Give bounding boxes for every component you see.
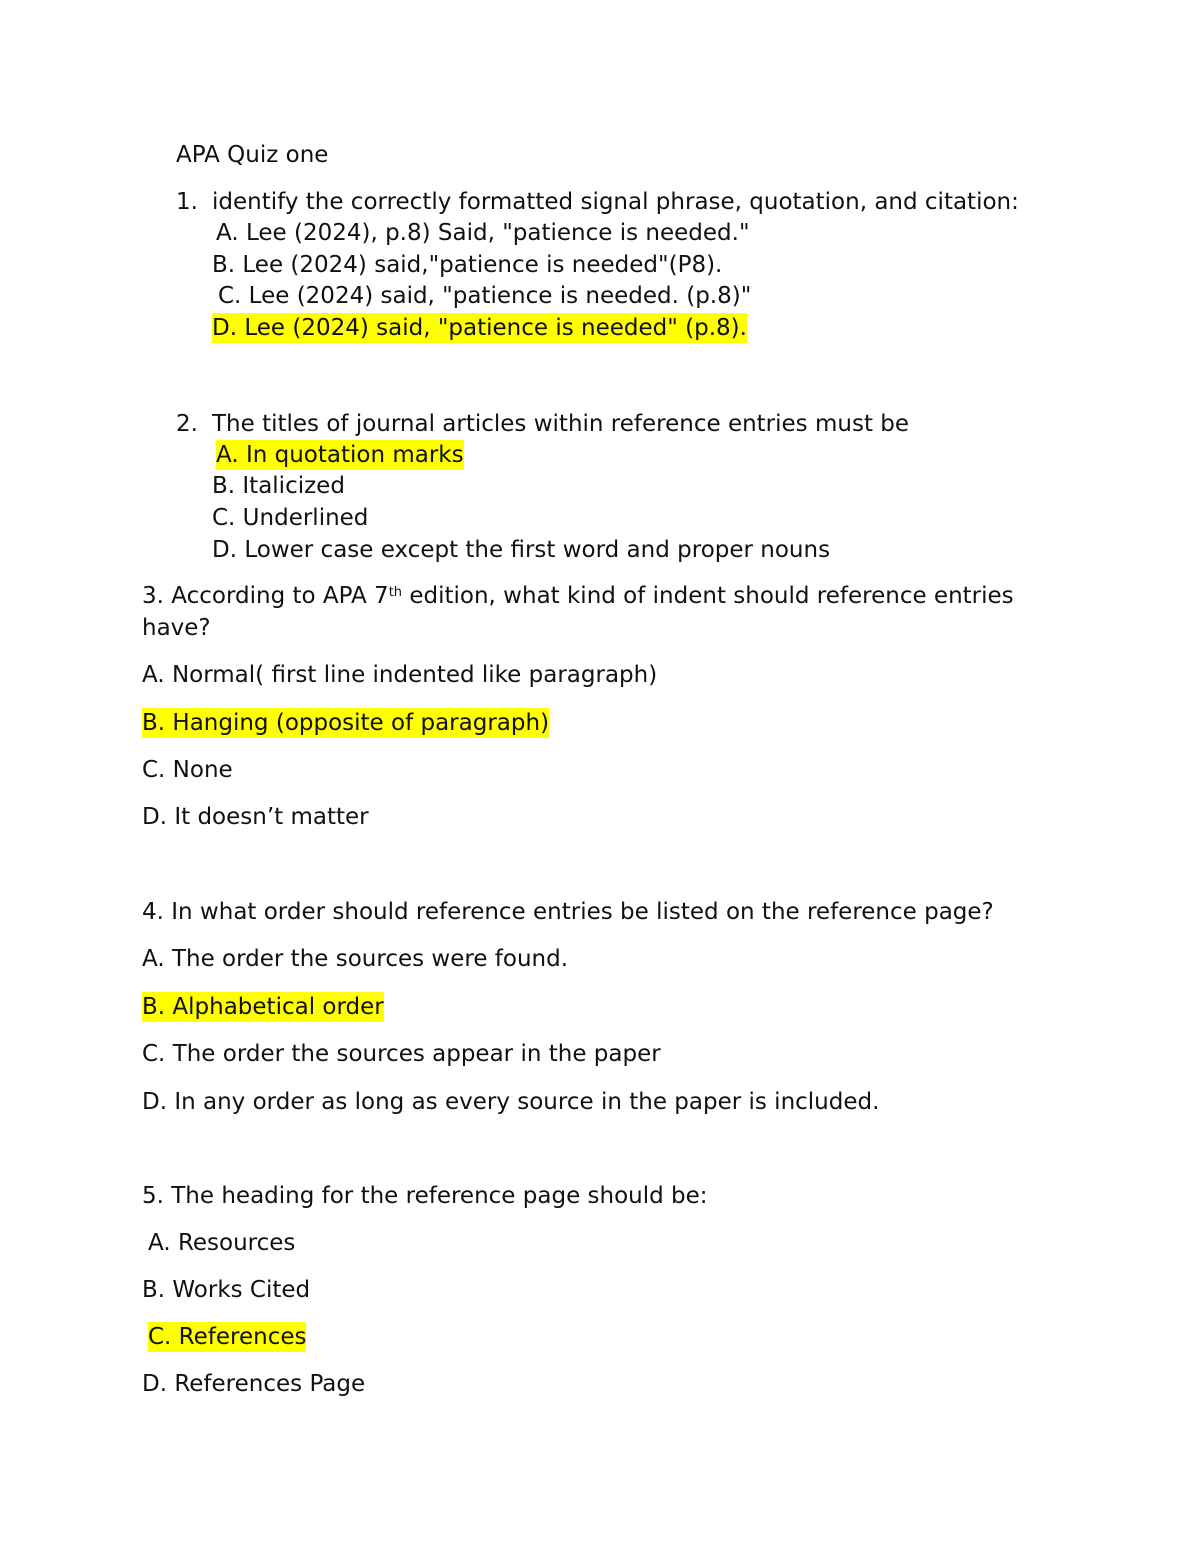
q3-option-b-answer: B. Hanging (opposite of paragraph): [142, 710, 550, 736]
q4-option-d: D. In any order as long as every source in the paper is included.: [142, 1089, 880, 1115]
q5-option-b: B. Works Cited: [142, 1277, 311, 1303]
q3-text-start: 3. According to APA 7: [142, 583, 389, 609]
q5-option-a: A. Resources: [148, 1230, 296, 1256]
q5-option-d: D. References Page: [142, 1371, 366, 1397]
q1-option-b: B. Lee (2024) said,"patience is needed"(P8).: [212, 252, 723, 278]
q3-text: [142, 581, 1014, 611]
q1-text: identify the correctly formatted signal phrase, quotation, and citation:: [212, 189, 1019, 215]
q2-option-d: D. Lower case except the first word and proper nouns: [212, 537, 831, 563]
q5-text: 5. The heading for the reference page should be:: [142, 1183, 708, 1209]
q4-text: 4. In what order should reference entries be listed on the reference page?: [142, 899, 994, 925]
page-title: APA Quiz one: [176, 142, 329, 168]
q1-option-d-answer: D. Lee (2024) said, "patience is needed" (p.8).: [212, 315, 747, 341]
q2-option-b: B. Italicized: [212, 473, 345, 499]
q1-option-c: C. Lee (2024) said, "patience is needed. (p.8)": [218, 283, 752, 309]
q2-number: 2.: [176, 411, 198, 437]
q3-option-c: C. None: [142, 757, 233, 783]
q1-option-a: A. Lee (2024), p.8) Said, "patience is needed.": [216, 220, 750, 246]
q3-option-a: A. Normal( first line indented like paragraph): [142, 662, 658, 688]
q4-option-b-answer: B. Alphabetical order: [142, 994, 384, 1020]
q3-superscript: th: [388, 585, 403, 600]
q4-option-a: A. The order the sources were found.: [142, 946, 569, 972]
q4-option-c: C. The order the sources appear in the paper: [142, 1041, 661, 1067]
q2-option-c: C. Underlined: [212, 505, 369, 531]
q3-option-d: D. It doesn’t matter: [142, 804, 369, 830]
q3-text-end: edition, what kind of indent should reference entries: [402, 583, 1014, 609]
q2-text: The titles of journal articles within reference entries must be: [212, 411, 910, 437]
q1-number: 1.: [176, 189, 198, 215]
q2-option-a-answer: A. In quotation marks: [216, 442, 464, 468]
q3-text-line2: have?: [142, 615, 211, 641]
q5-option-c-answer: C. References: [148, 1324, 307, 1350]
